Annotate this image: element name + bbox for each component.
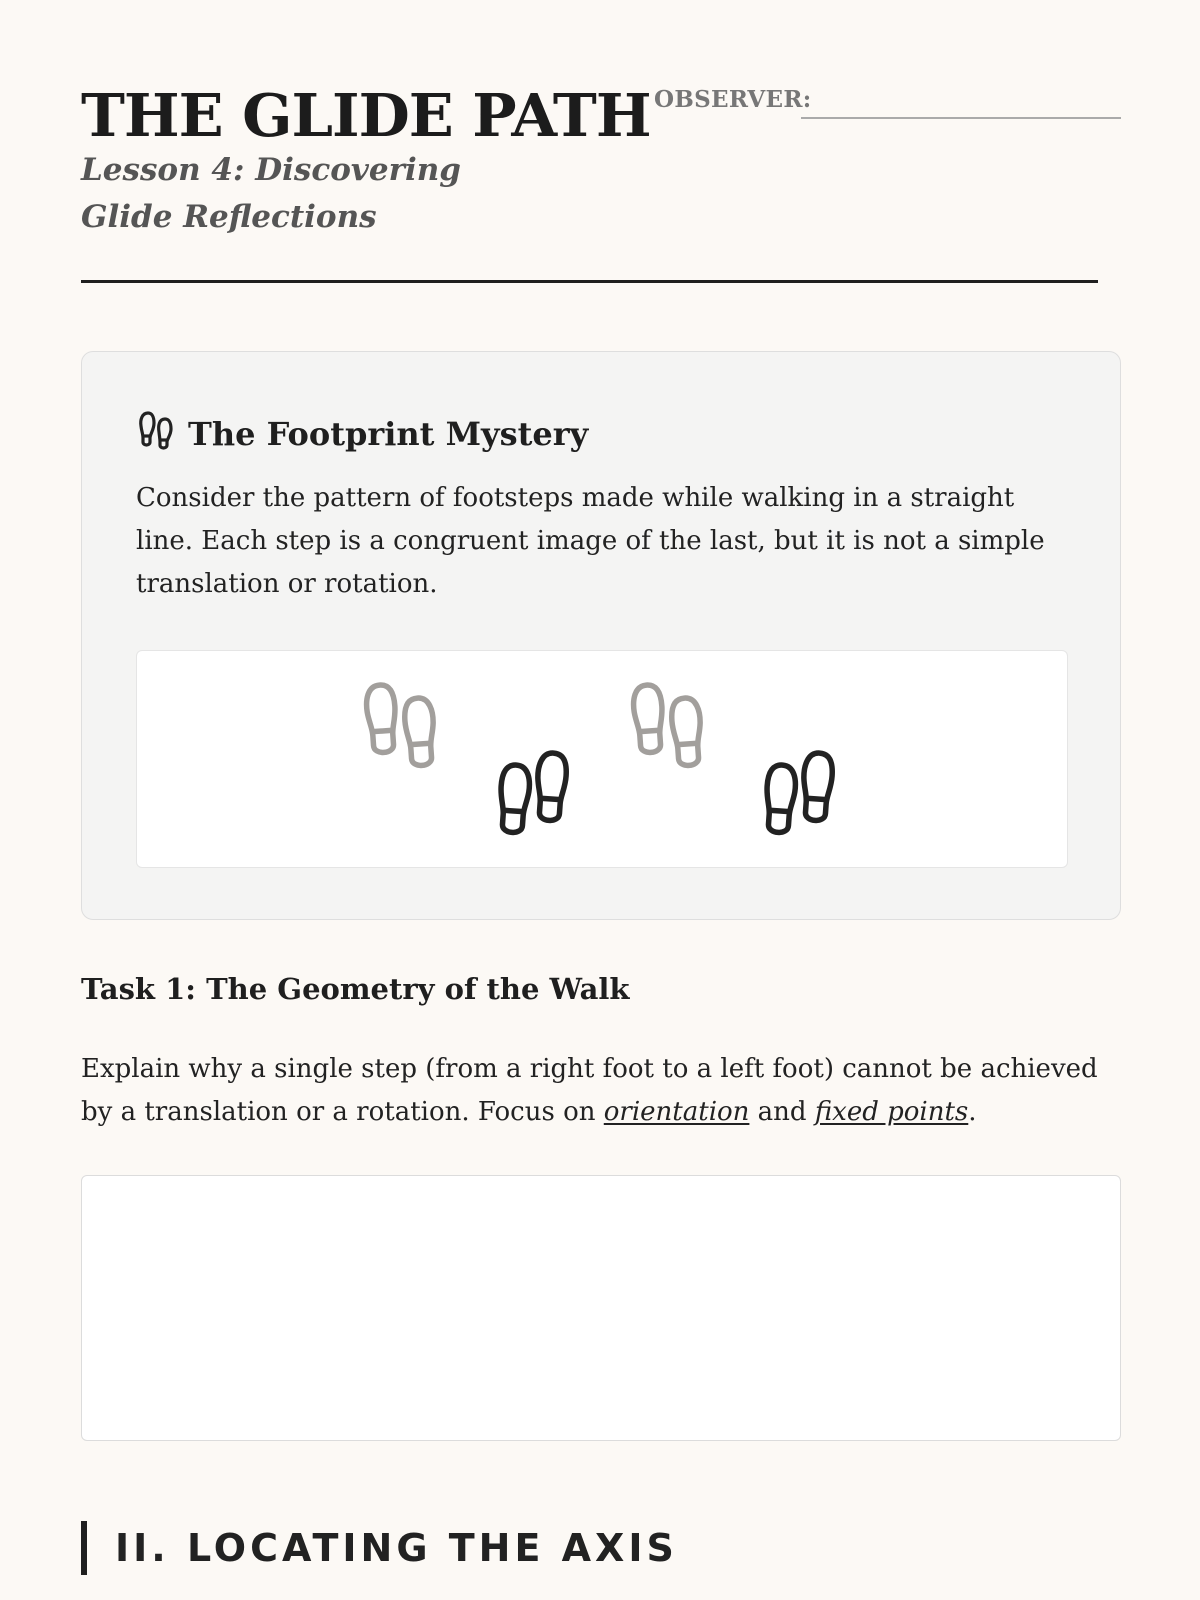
- task-1-text-after: .: [968, 1097, 977, 1127]
- footprints-icon: [138, 410, 176, 458]
- task-1-answer-box[interactable]: [81, 1175, 1121, 1441]
- task-1-heading: Task 1: The Geometry of the Walk: [81, 972, 630, 1006]
- mystery-heading-text: The Footprint Mystery: [188, 415, 589, 453]
- lesson-subtitle: Lesson 4: Discovering Glide Reflections: [81, 152, 461, 235]
- observer-name-field[interactable]: [801, 117, 1121, 119]
- observer-label: OBSERVER:: [654, 86, 812, 113]
- task-1-prompt: [81, 1048, 1121, 1134]
- mystery-heading: [138, 410, 588, 458]
- section-2-heading: II. LOCATING THE AXIS: [81, 1521, 678, 1575]
- footprint-pair-3: [632, 684, 703, 766]
- footprint-pair-1: [365, 684, 436, 766]
- page-title: THE GLIDE PATH: [81, 81, 651, 150]
- task-1-text-before: Explain why a single step (from a right foot to a left foot) cannot be achieved by a translation or a rotation. Focus on: [81, 1054, 1098, 1127]
- term-fixed-points: fixed points: [814, 1097, 969, 1127]
- footprint-pair-4: [764, 752, 834, 833]
- term-orientation: orientation: [603, 1097, 750, 1127]
- task-1-text-middle: and: [749, 1097, 815, 1127]
- header: [81, 0, 1098, 283]
- footprint-mystery-card: [81, 351, 1121, 920]
- footprint-diagram: [136, 650, 1068, 868]
- mystery-description: Consider the pattern of footsteps made while walking in a straight line. Each step is a congruent image of the last, but it is not a simple translation or rotation.: [136, 483, 1045, 599]
- footprint-pair-2: [498, 752, 568, 833]
